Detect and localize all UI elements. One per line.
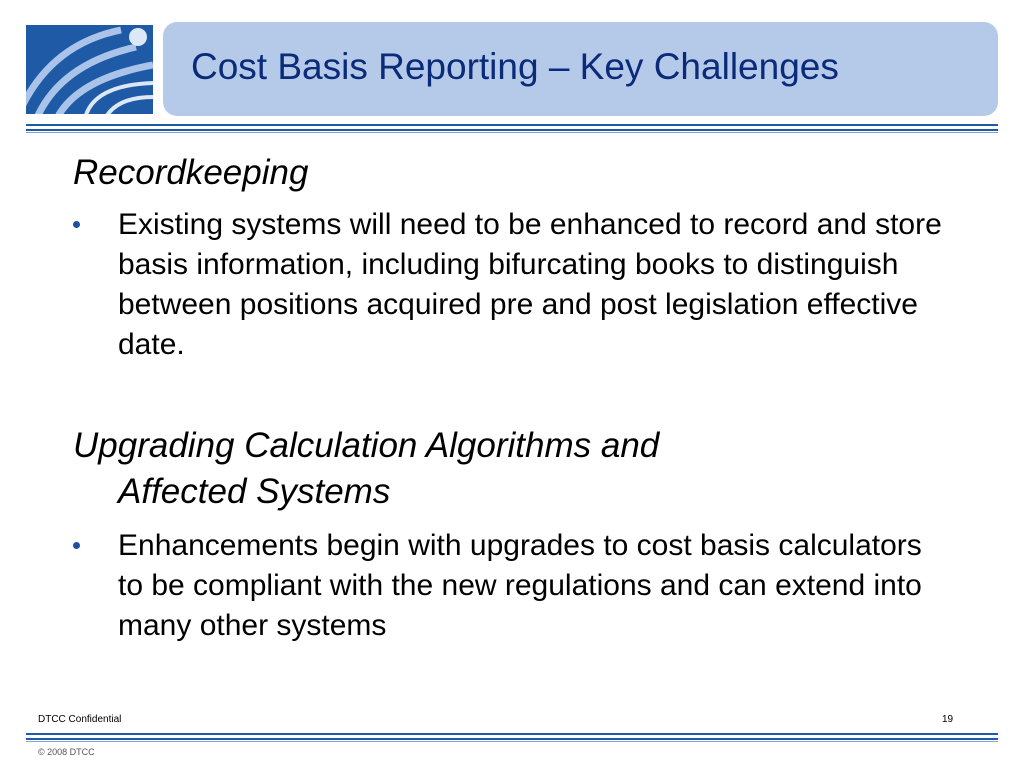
page-number: 19: [942, 714, 954, 725]
section-heading-algorithms: [73, 423, 659, 515]
footer-rule: [26, 741, 998, 742]
header-rule: [26, 132, 998, 133]
section-heading-text: Upgrading Calculation Algorithms and: [73, 426, 660, 465]
bullet-text: Existing systems will need to be enhanced to record and store basis information, including bifurcating books to distinguish between positions acquired pre and post legislation effective date.: [118, 208, 942, 361]
footer-rule: [26, 738, 998, 740]
header-rule: [26, 124, 998, 126]
footer-rule: [26, 733, 998, 735]
bullet-icon: [73, 221, 80, 228]
section-heading-text-continued: Affected Systems: [118, 472, 391, 511]
title-banner: [163, 22, 998, 116]
footer-confidential: DTCC Confidential: [38, 714, 122, 725]
bullet-icon: [73, 542, 80, 549]
header-rule: [26, 129, 998, 131]
section-heading-recordkeeping: [73, 150, 308, 196]
bullet-text: Enhancements begin with upgrades to cost basis calculators to be compliant with the new regulations and can extend into many other systems: [118, 529, 922, 642]
slide-title: Cost Basis Reporting – Key Challenges: [191, 46, 839, 87]
section-heading-text: Recordkeeping: [73, 153, 309, 192]
dtcc-logo: [26, 25, 153, 114]
copyright-notice: © 2008 DTCC: [38, 747, 95, 757]
